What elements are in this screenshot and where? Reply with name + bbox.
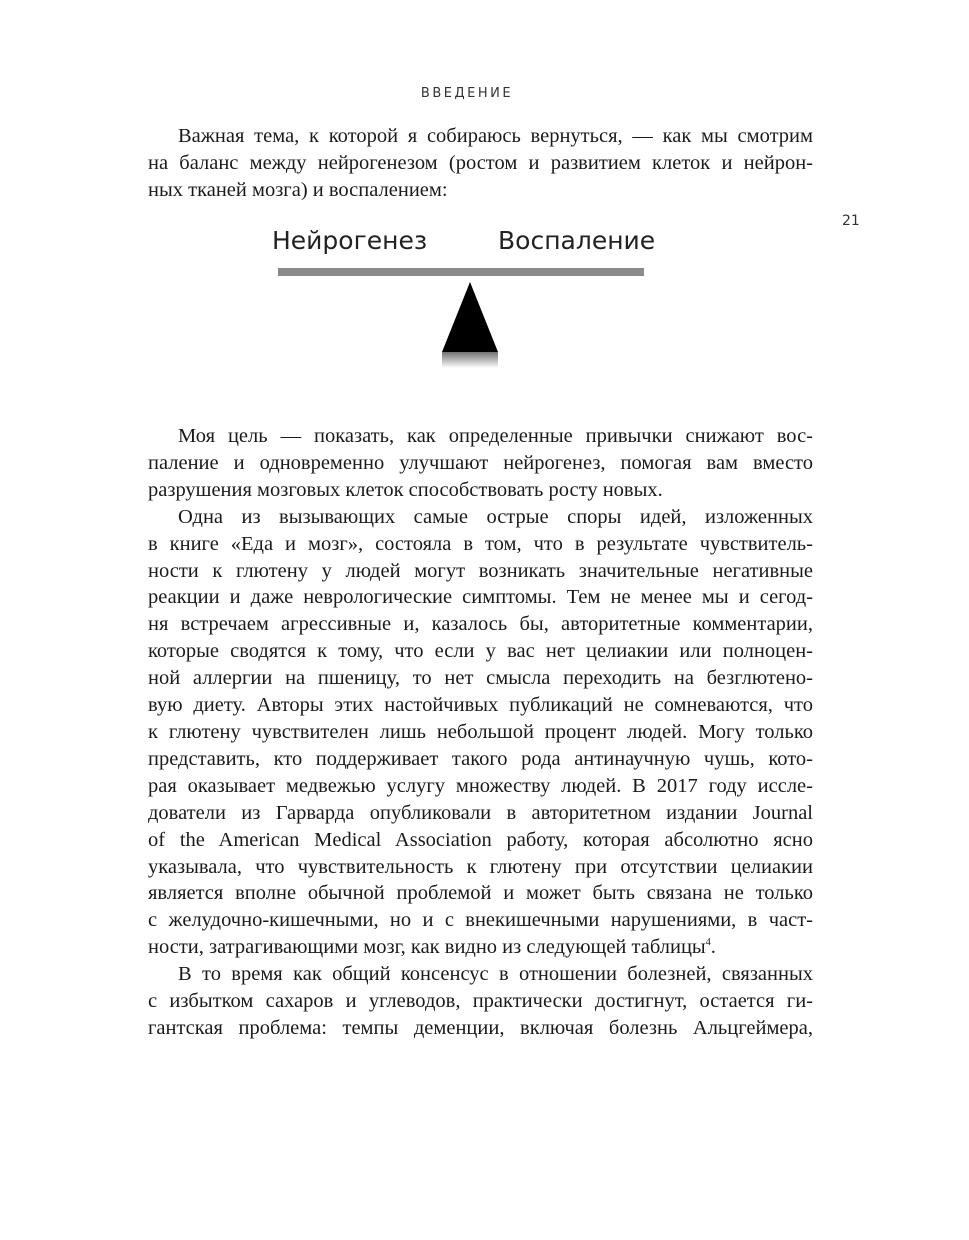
text-line: ных тканей мозга) и воспалением: [148,178,448,201]
text-line: гантская проблема: темпы деменции, включая болезнь Альцгеймера, [148,1016,813,1039]
text-line: Важная тема, к которой я собираюсь вернуться, — как мы смотрим [178,125,813,147]
text-line: ня встречаем агрессивные и, казалось бы, авторитетные комментарии, [148,613,813,636]
text-line: дователи из Гарварда опубликовали в авторитетном издании Journal [148,801,813,824]
text-line: ности, затрагивающими мозг, как видно из следующей таблицы [148,936,706,959]
text-line: с избытком сахаров и углеводов, практически достигнут, остается ги- [148,990,813,1013]
text-line: которые сводятся к тому, что если у вас нет целиакии или полноцен- [148,640,813,663]
text-line: в книге «Еда и мозг», состояла в том, что в результате чувствитель- [148,532,813,555]
text-line: на баланс между нейрогенезом (ростом и развитием клеток и нейрон- [148,151,813,174]
paragraph-group [148,423,813,1042]
text-line: с желудочно-кишечными, но и с внекишечными нарушениями, в част- [148,909,813,932]
page-number: 21 [842,213,860,229]
text-line: В то время как общий консенсус в отношении болезней, связанных [178,963,813,986]
text-line: ной аллергии на пшеницу, то нет смысла переходить на безглютено- [148,667,813,690]
text-line: представить, кто поддерживает такого рода антинаучную чушь, кото- [148,747,813,770]
text-line: к глютену чувствителен лишь небольшой процент людей. Могу только [148,720,813,743]
footnote-reference: 4 [705,937,711,949]
text-line: рая оказывает медвежью услугу множеству людей. В 2017 году иссле- [148,774,813,797]
text-line-with-footnote [148,934,813,961]
text-line: вую диету. Авторы этих настойчивых публикаций не сомневаются, что [148,694,813,717]
text-line: реакции и даже неврологические симптомы. Тем не менее мы и сегод- [148,586,813,609]
text-line: ности к глютену у людей могут возникать значительные негативные [148,559,813,582]
balance-diagram [260,226,680,396]
text-line: разрушения мозговых клеток способствовать росту новых. [148,478,663,501]
running-head: ВВЕДЕНИЕ [420,86,514,101]
text-line: of the American Medical Association работу, которая абсолютно ясно [148,828,813,851]
balance-beam [278,268,644,276]
text-line: указывала, что чувствительность к глютену при отсутствии целиакии [148,855,813,878]
neurogenesis-label: Нейрогенез [272,226,428,255]
paragraph-intro [148,123,813,204]
sentence-end: . [710,936,716,959]
text-line: Одна из вызывающих самые острые споры идей, изложенных [178,505,813,528]
inflammation-label: Воспаление [498,226,656,255]
text-line: паление и одновременно улучшают нейрогенез, помогая вам вместо [148,451,813,474]
text-line: является вполне обычной проблемой и может быть связана не только [148,882,813,905]
fulcrum-triangle-icon [440,280,500,370]
text-line: Моя цель — показать, как определенные привычки снижают вос- [178,425,813,447]
